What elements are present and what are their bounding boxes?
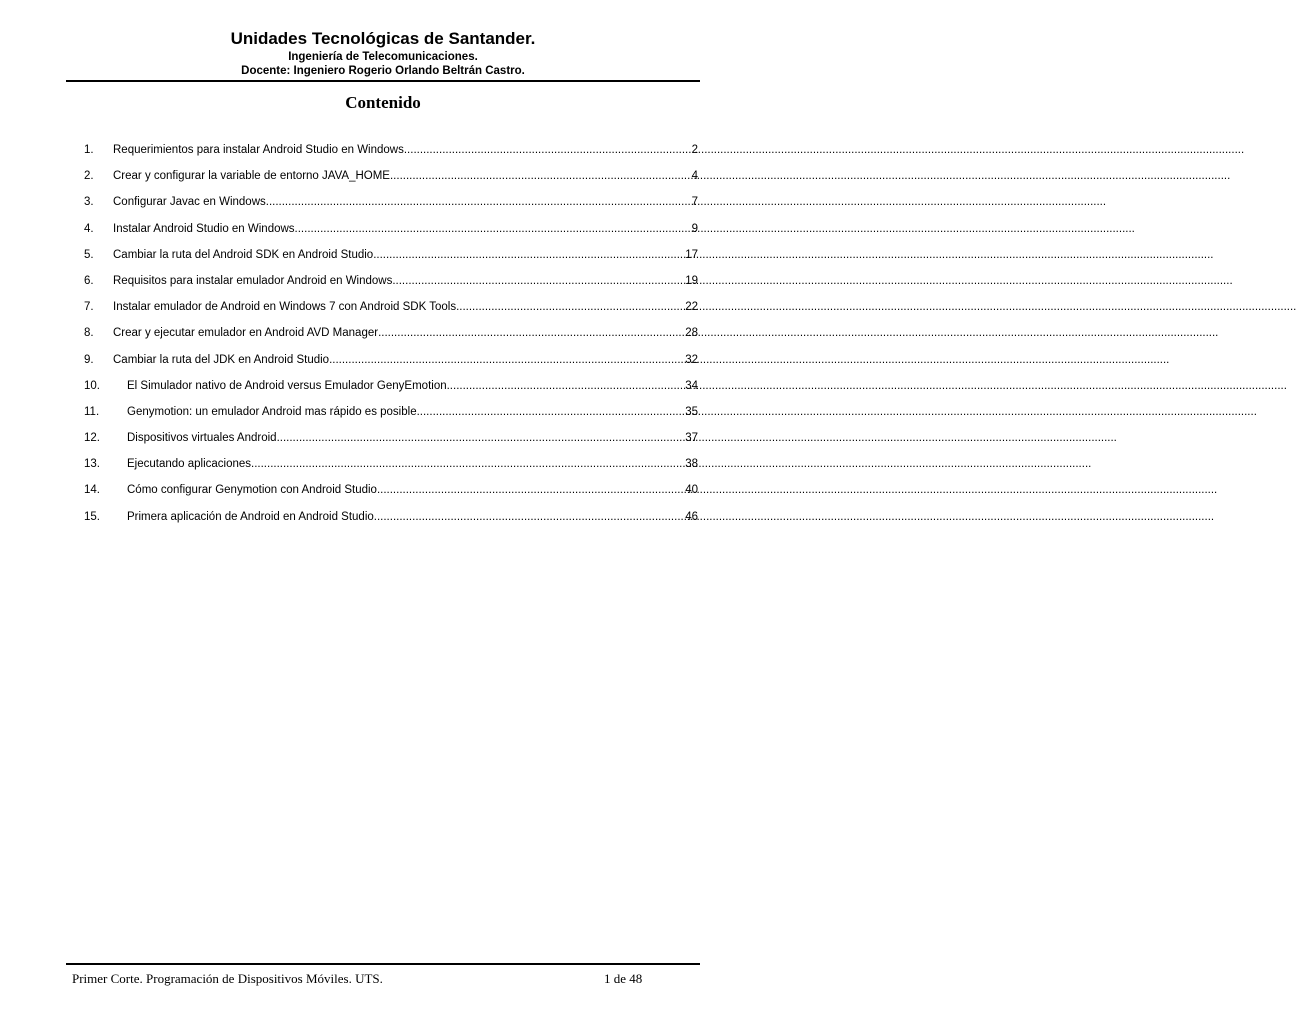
toc-dot-leader (277, 432, 686, 444)
toc-entry[interactable] (84, 354, 698, 380)
toc-entry-number: 13. (84, 458, 100, 471)
toc-dot-leader (295, 223, 692, 235)
toc-entry-number: 8. (84, 327, 94, 340)
toc-entry-page[interactable]: 38 (685, 458, 698, 471)
toc-entry[interactable] (84, 301, 698, 327)
toc-entry-title[interactable]: Requisitos para instalar emulador Android en Windows (113, 274, 393, 287)
toc-entry[interactable] (84, 144, 698, 170)
toc-entry-page[interactable]: 28 (685, 327, 698, 340)
toc-entry-number: 11. (84, 405, 100, 418)
toc-entry-page[interactable]: 19 (685, 274, 698, 287)
toc-entry-number: 2. (84, 170, 94, 183)
toc-entry[interactable] (84, 223, 698, 249)
toc-entry-title[interactable]: Ejecutando aplicaciones (127, 458, 252, 471)
toc-dot-leader (447, 380, 686, 392)
toc-dot-leader (417, 406, 686, 418)
page-header (66, 28, 700, 78)
table-of-contents (84, 144, 698, 537)
toc-entry-page[interactable]: 46 (685, 510, 698, 523)
toc-entry-page[interactable]: 9 (691, 222, 698, 235)
toc-entry-title[interactable]: Requerimientos para instalar Android Studio en Windows (113, 144, 404, 156)
toc-entry[interactable] (84, 511, 698, 537)
toc-entry-page[interactable]: 35 (685, 405, 698, 418)
toc-dot-leader (266, 196, 692, 208)
teacher-name: Docente: Ingeniero Rogerio Orlando Beltrán Castro. (241, 65, 525, 77)
toc-dot-leader (456, 301, 685, 313)
toc-entry-number: 15. (84, 510, 100, 523)
toc-entry-number: 1. (84, 144, 94, 156)
footer-course: Primer Corte. Programación de Dispositivos Móviles. UTS. (72, 971, 383, 986)
toc-dot-leader (329, 354, 685, 366)
toc-dot-leader (251, 458, 685, 470)
toc-entry-number: 5. (84, 248, 94, 261)
toc-entry-title[interactable]: Primera aplicación de Android en Android Studio (127, 510, 374, 523)
toc-dot-leader (390, 170, 692, 182)
header-divider (66, 80, 700, 82)
toc-entry-title[interactable]: Instalar emulador de Android en Windows 7 con Android SDK Tools (113, 301, 457, 314)
toc-dot-leader (374, 511, 685, 523)
toc-dot-leader (392, 275, 685, 287)
footer-divider (66, 963, 700, 965)
toc-entry[interactable] (84, 432, 698, 458)
toc-entry[interactable] (84, 458, 698, 484)
toc-entry-title[interactable]: Dispositivos virtuales Android (127, 432, 277, 445)
toc-entry[interactable] (84, 249, 698, 275)
toc-title: Contenido (345, 93, 421, 112)
toc-entry-page[interactable]: 34 (685, 379, 698, 392)
toc-entry-title[interactable]: Instalar Android Studio en Windows (113, 222, 295, 235)
toc-entry-page[interactable]: 32 (685, 353, 698, 366)
toc-entry-number: 9. (84, 353, 94, 366)
toc-entry-page[interactable]: 37 (685, 432, 698, 445)
toc-entry-number: 7. (84, 301, 94, 314)
program-name: Ingeniería de Telecomunicaciones. (288, 51, 478, 63)
toc-entry-title[interactable]: Crear y configurar la variable de entorno JAVA_HOME (113, 170, 390, 183)
toc-entry[interactable] (84, 170, 698, 196)
toc-entry[interactable] (84, 196, 698, 222)
toc-entry-title[interactable]: Cómo configurar Genymotion con Android Studio (127, 484, 377, 497)
toc-entry-title[interactable]: Genymotion: un emulador Android mas rápido es posible (127, 405, 417, 418)
toc-entry[interactable] (84, 406, 698, 432)
toc-entry-page[interactable]: 4 (691, 170, 698, 183)
toc-entry[interactable] (84, 327, 698, 353)
toc-entry[interactable] (84, 484, 698, 510)
footer-page-indicator: 1 de 48 (604, 971, 643, 986)
toc-entry-title[interactable]: Cambiar la ruta del Android SDK en Android Studio (113, 248, 374, 261)
toc-entry-number: 3. (84, 196, 94, 209)
toc-entry[interactable] (84, 275, 698, 301)
toc-entry-page[interactable]: 7 (691, 196, 698, 209)
toc-entry-title[interactable]: Cambiar la ruta del JDK en Android Studio (113, 353, 330, 366)
toc-dot-leader (404, 144, 692, 156)
toc-entry-page[interactable]: 2 (691, 144, 698, 156)
toc-entry[interactable] (84, 380, 698, 406)
toc-entry-number: 10. (84, 379, 100, 392)
institution-name: Unidades Tecnológicas de Santander. (230, 29, 536, 48)
toc-dot-leader (377, 484, 685, 496)
toc-entry-title[interactable]: Crear y ejecutar emulador en Android AVD Manager (113, 327, 379, 340)
toc-dot-leader (373, 249, 685, 261)
toc-entry-title[interactable]: Configurar Javac en Windows (113, 196, 266, 209)
toc-dot-leader (378, 327, 685, 339)
toc-entry-number: 12. (84, 432, 100, 445)
toc-entry-page[interactable]: 22 (685, 301, 698, 314)
toc-entry-number: 6. (84, 274, 94, 287)
toc-entry-title[interactable]: El Simulador nativo de Android versus Emulador GenyEmotion (127, 379, 447, 392)
toc-entry-page[interactable]: 17 (685, 248, 698, 261)
toc-entry-page[interactable]: 40 (685, 484, 698, 497)
toc-entry-number: 14. (84, 484, 100, 497)
toc-entry-number: 4. (84, 222, 94, 235)
